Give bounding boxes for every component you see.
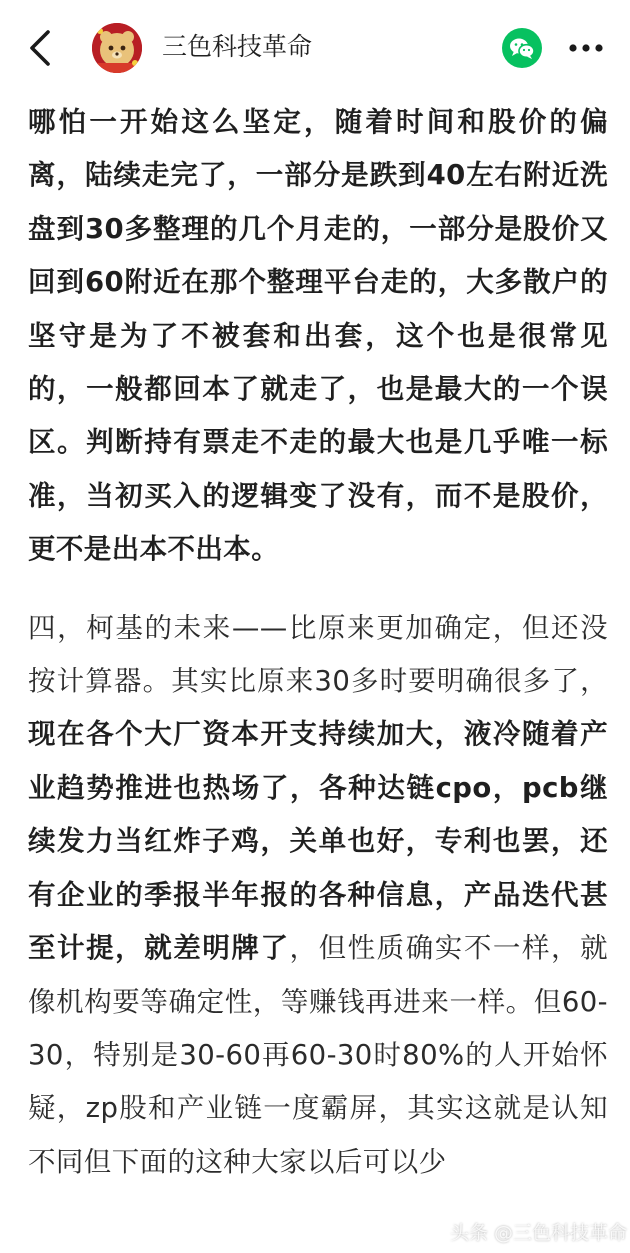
paragraph-2-text-b: ，但性质确实不一样，就像机构要等确定性，等赚钱再进来一样。但60-30，特别是30-60再60-30时80%的人开始怀疑，zp股和产业链一度霸屏，其实这就是认知不同但下面的这种大家以后可以少: [28, 932, 608, 1178]
avatar-image-icon: [92, 23, 142, 73]
paragraph-2-bold-text: 现在各个大厂资本开支持续加大，液冷随着产业趋势推进也热场了，各种达链cpo，pcb继续发力当红炸子鸡，关单也好，专利也罢，还有企业的季报半年报的各种信息，产品迭代甚至计提，就差明牌了: [28, 718, 608, 965]
article-body: [28, 96, 608, 1189]
toutiao-icon: [424, 1222, 446, 1244]
paragraph-2-text-a: 四，柯基的未来——比原来更加确定，但还没按计算器。其实比原来30多时要明确很多了，: [28, 611, 608, 698]
account-avatar[interactable]: [92, 23, 142, 73]
chevron-left-icon: [22, 26, 62, 70]
article-paragraph-2: [28, 602, 608, 1189]
back-button[interactable]: [22, 26, 62, 70]
more-options-button[interactable]: [566, 36, 606, 60]
account-name[interactable]: 三色科技革命: [162, 32, 313, 61]
top-navigation-bar: [0, 0, 630, 96]
wechat-share-button[interactable]: [502, 28, 542, 68]
watermark-text: 头条 @三色科技革命: [450, 1222, 628, 1244]
paragraph-1-bold-text: 哪怕一开始这么坚定，随着时间和股价的偏离，陆续走完了，一部分是跌到40左右附近洗盘到30多整理的几个月走的，一部分是股价又回到60附近在那个整理平台走的，大多散户的坚守是为了不被套和出套，这个也是很常见的，一般都回本了就走了，也是最大的一个误区。判断持有票走不走的最大也是几乎唯一标准，当初买入的逻辑变了没有，而不是股价，更不是出本不出本。: [28, 106, 608, 566]
article-paragraph-1: [28, 96, 608, 577]
more-dots-icon: [566, 36, 606, 60]
wechat-icon: [502, 28, 542, 68]
